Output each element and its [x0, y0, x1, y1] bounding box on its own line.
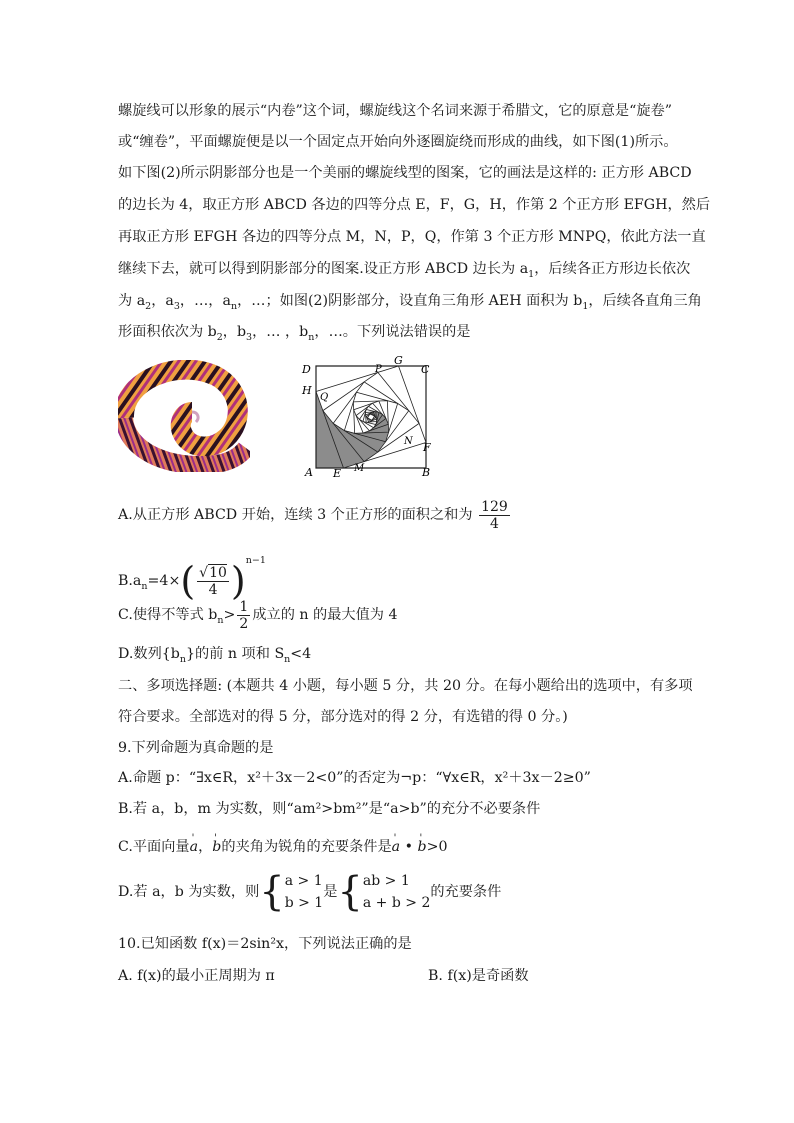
label-E: E: [333, 467, 342, 480]
brace-1: {: [259, 869, 285, 915]
label-N: N: [404, 436, 413, 447]
vector-b2: ' b: [418, 839, 427, 855]
q9-option-c: [118, 837, 448, 857]
frac-den: 4: [479, 515, 510, 532]
intro-8c: ，… ，b: [252, 324, 309, 340]
q9-option-a: A.命题 p：“∃x∈R，x²＋3x－2<0”的否定为¬p：“∀x∈R，x²＋3x－2≥0”: [118, 770, 591, 786]
intro-7e: ，后续各直角三角: [588, 293, 702, 309]
left-paren: (: [180, 559, 196, 603]
option-8d-prefix: D.数列{b: [118, 646, 180, 662]
sqrt-den: 4: [197, 581, 229, 598]
intro-7d: ，…；如图(2)阴影部分，设直角三角形 AEH 面积为 b: [237, 293, 583, 309]
intro-line-6-text: 继续下去，就可以得到阴影部分的图案.设正方形 ABCD 边长为 a: [118, 261, 529, 277]
q9c-comma: ，: [198, 839, 213, 855]
label-M: M: [354, 463, 365, 474]
sqrt-value: 10: [209, 564, 227, 581]
option-8a: [118, 497, 512, 533]
intro-8b: ，b: [222, 324, 247, 340]
section-2-line-2: 符合要求。全部选对的得 5 分，部分选对的得 2 分，有选错的得 0 分。): [118, 709, 568, 725]
right-paren: ): [230, 559, 246, 603]
intro-7a: 为 a: [118, 293, 146, 309]
label-Q: Q: [320, 392, 329, 403]
brace-2: {: [337, 869, 363, 915]
label-B: B: [422, 466, 431, 479]
fraction-129-4: [479, 499, 510, 532]
intro-8a: 形面积依次为 b: [118, 324, 217, 340]
q10-option-b: B. f(x)是奇函数: [428, 968, 529, 984]
intro-7c: ，…，a: [179, 293, 231, 309]
frac-num: 129: [481, 498, 508, 515]
label-F: F: [423, 441, 431, 454]
system-2: [363, 870, 430, 914]
option-8c-gt: >: [223, 607, 236, 623]
frac-num-1: 1: [239, 598, 249, 615]
intro-7b: ，a: [151, 293, 174, 309]
sub-2: 2: [145, 300, 152, 312]
intro-8d: ，…。下列说法错误的是: [314, 324, 471, 340]
option-8d-mid: }的前 n 项和 S: [186, 646, 285, 662]
sub-2b: 2: [216, 331, 223, 343]
option-8c-sub: n: [217, 614, 224, 626]
q9d-mid: 是: [323, 884, 338, 900]
figure-1-spiral: [118, 360, 250, 472]
label-D: D: [302, 363, 311, 376]
q9c-end: >0: [426, 839, 448, 855]
sys1-row2: b > 1: [284, 895, 324, 911]
q9d-pre: D.若 a，b 为实数，则: [118, 884, 260, 900]
label-P: P: [375, 364, 382, 375]
label-C: C: [421, 363, 430, 376]
vector-a2: ' a: [392, 839, 400, 855]
label-A: A: [305, 466, 313, 479]
sub-n: n: [230, 300, 238, 312]
intro-line-1: 螺旋线可以形象的展示“内卷”这个词，螺旋线这个名词来源于希腊文，它的原意是“旋卷”: [118, 103, 672, 119]
option-8c: [118, 597, 398, 639]
sys2-row1: ab > 1: [362, 873, 410, 889]
sub-3b: 3: [246, 331, 253, 343]
option-8c-suffix: 成立的 n 的最大值为 4: [252, 607, 398, 623]
sub-nb: n: [308, 331, 315, 343]
option-8b-eq: =4×: [147, 573, 181, 589]
option-8b-exponent: n−1: [245, 555, 266, 566]
section-2-line-1: 二、多项选择题: (本题共 4 小题，每小题 5 分，共 20 分。在每小题给出的选项中，有多项: [118, 678, 693, 694]
option-8d-sub: n: [179, 653, 186, 665]
q9c-dot: •: [400, 839, 418, 855]
option-8b-prefix: B.a: [118, 573, 142, 589]
option-8b-sub: n: [141, 580, 148, 592]
system-1: [285, 870, 324, 914]
option-8d: [118, 644, 311, 670]
label-H: H: [302, 384, 312, 397]
figure-2-squares: [300, 352, 438, 480]
intro-line-7: [118, 291, 702, 317]
q9c-pre: C.平面向量: [118, 839, 190, 855]
intro-line-6: [118, 259, 690, 285]
label-G: G: [394, 354, 403, 367]
sys2-row2: a + b > 2: [362, 895, 431, 911]
intro-line-5: 再取正方形 EFGH 各边的四等分点 M，N，P，Q，作第 3 个正方形 MNPQ，依此方法一直: [118, 229, 706, 245]
option-8d-sub2: n: [284, 653, 291, 665]
q9c-mid: 的夹角为锐角的充要条件是: [221, 839, 392, 855]
q9-stem: 9.下列命题为真命题的是: [118, 740, 274, 756]
q10-option-a: A. f(x)的最小正周期为 π: [118, 968, 275, 984]
option-8d-suffix: <4: [290, 646, 312, 662]
vector-a: ' a: [190, 839, 198, 855]
intro-line-6-tail: ，后续各正方形边长依次: [534, 261, 691, 277]
q10-stem: 10.已知函数 f(x)＝2sin²x，下列说法正确的是: [118, 936, 412, 952]
option-8c-prefix: C.使得不等式 b: [118, 607, 218, 623]
q9-option-d: [118, 867, 501, 917]
sqrt-fraction: [197, 565, 229, 598]
intro-line-4: 的边长为 4，取正方形 ABCD 各边的四等分点 E，F，G，H，作第 2 个正方形 EFGH，然后: [118, 197, 711, 213]
intro-line-2: 或“缠卷”，平面螺旋便是以一个固定点开始向外逐圈旋绕而形成的曲线，如下图(1)所示。: [118, 134, 678, 150]
sub-1: 1: [528, 268, 535, 280]
sub-3: 3: [173, 300, 180, 312]
q9-option-b: B.若 a，b，m 为实数，则“am²>bm²”是“a>b”的充分不必要条件: [118, 801, 541, 817]
intro-line-8: [118, 322, 470, 348]
sub-1b: 1: [582, 300, 589, 312]
q9d-end: 的充要条件: [430, 884, 502, 900]
option-8a-text: A.从正方形 ABCD 开始，连续 3 个正方形的面积之和为: [118, 507, 473, 523]
fraction-1-2: [237, 599, 250, 632]
frac-den-2: 2: [239, 615, 249, 632]
vector-b: ' b: [212, 839, 221, 855]
sqrt-num: √10: [199, 564, 227, 581]
intro-line-3: 如下图(2)所示阴影部分也是一个美丽的螺旋线型的图案，它的画法是这样的: 正方形 ABCD: [118, 165, 692, 181]
sys1-row1: a > 1: [284, 873, 323, 889]
